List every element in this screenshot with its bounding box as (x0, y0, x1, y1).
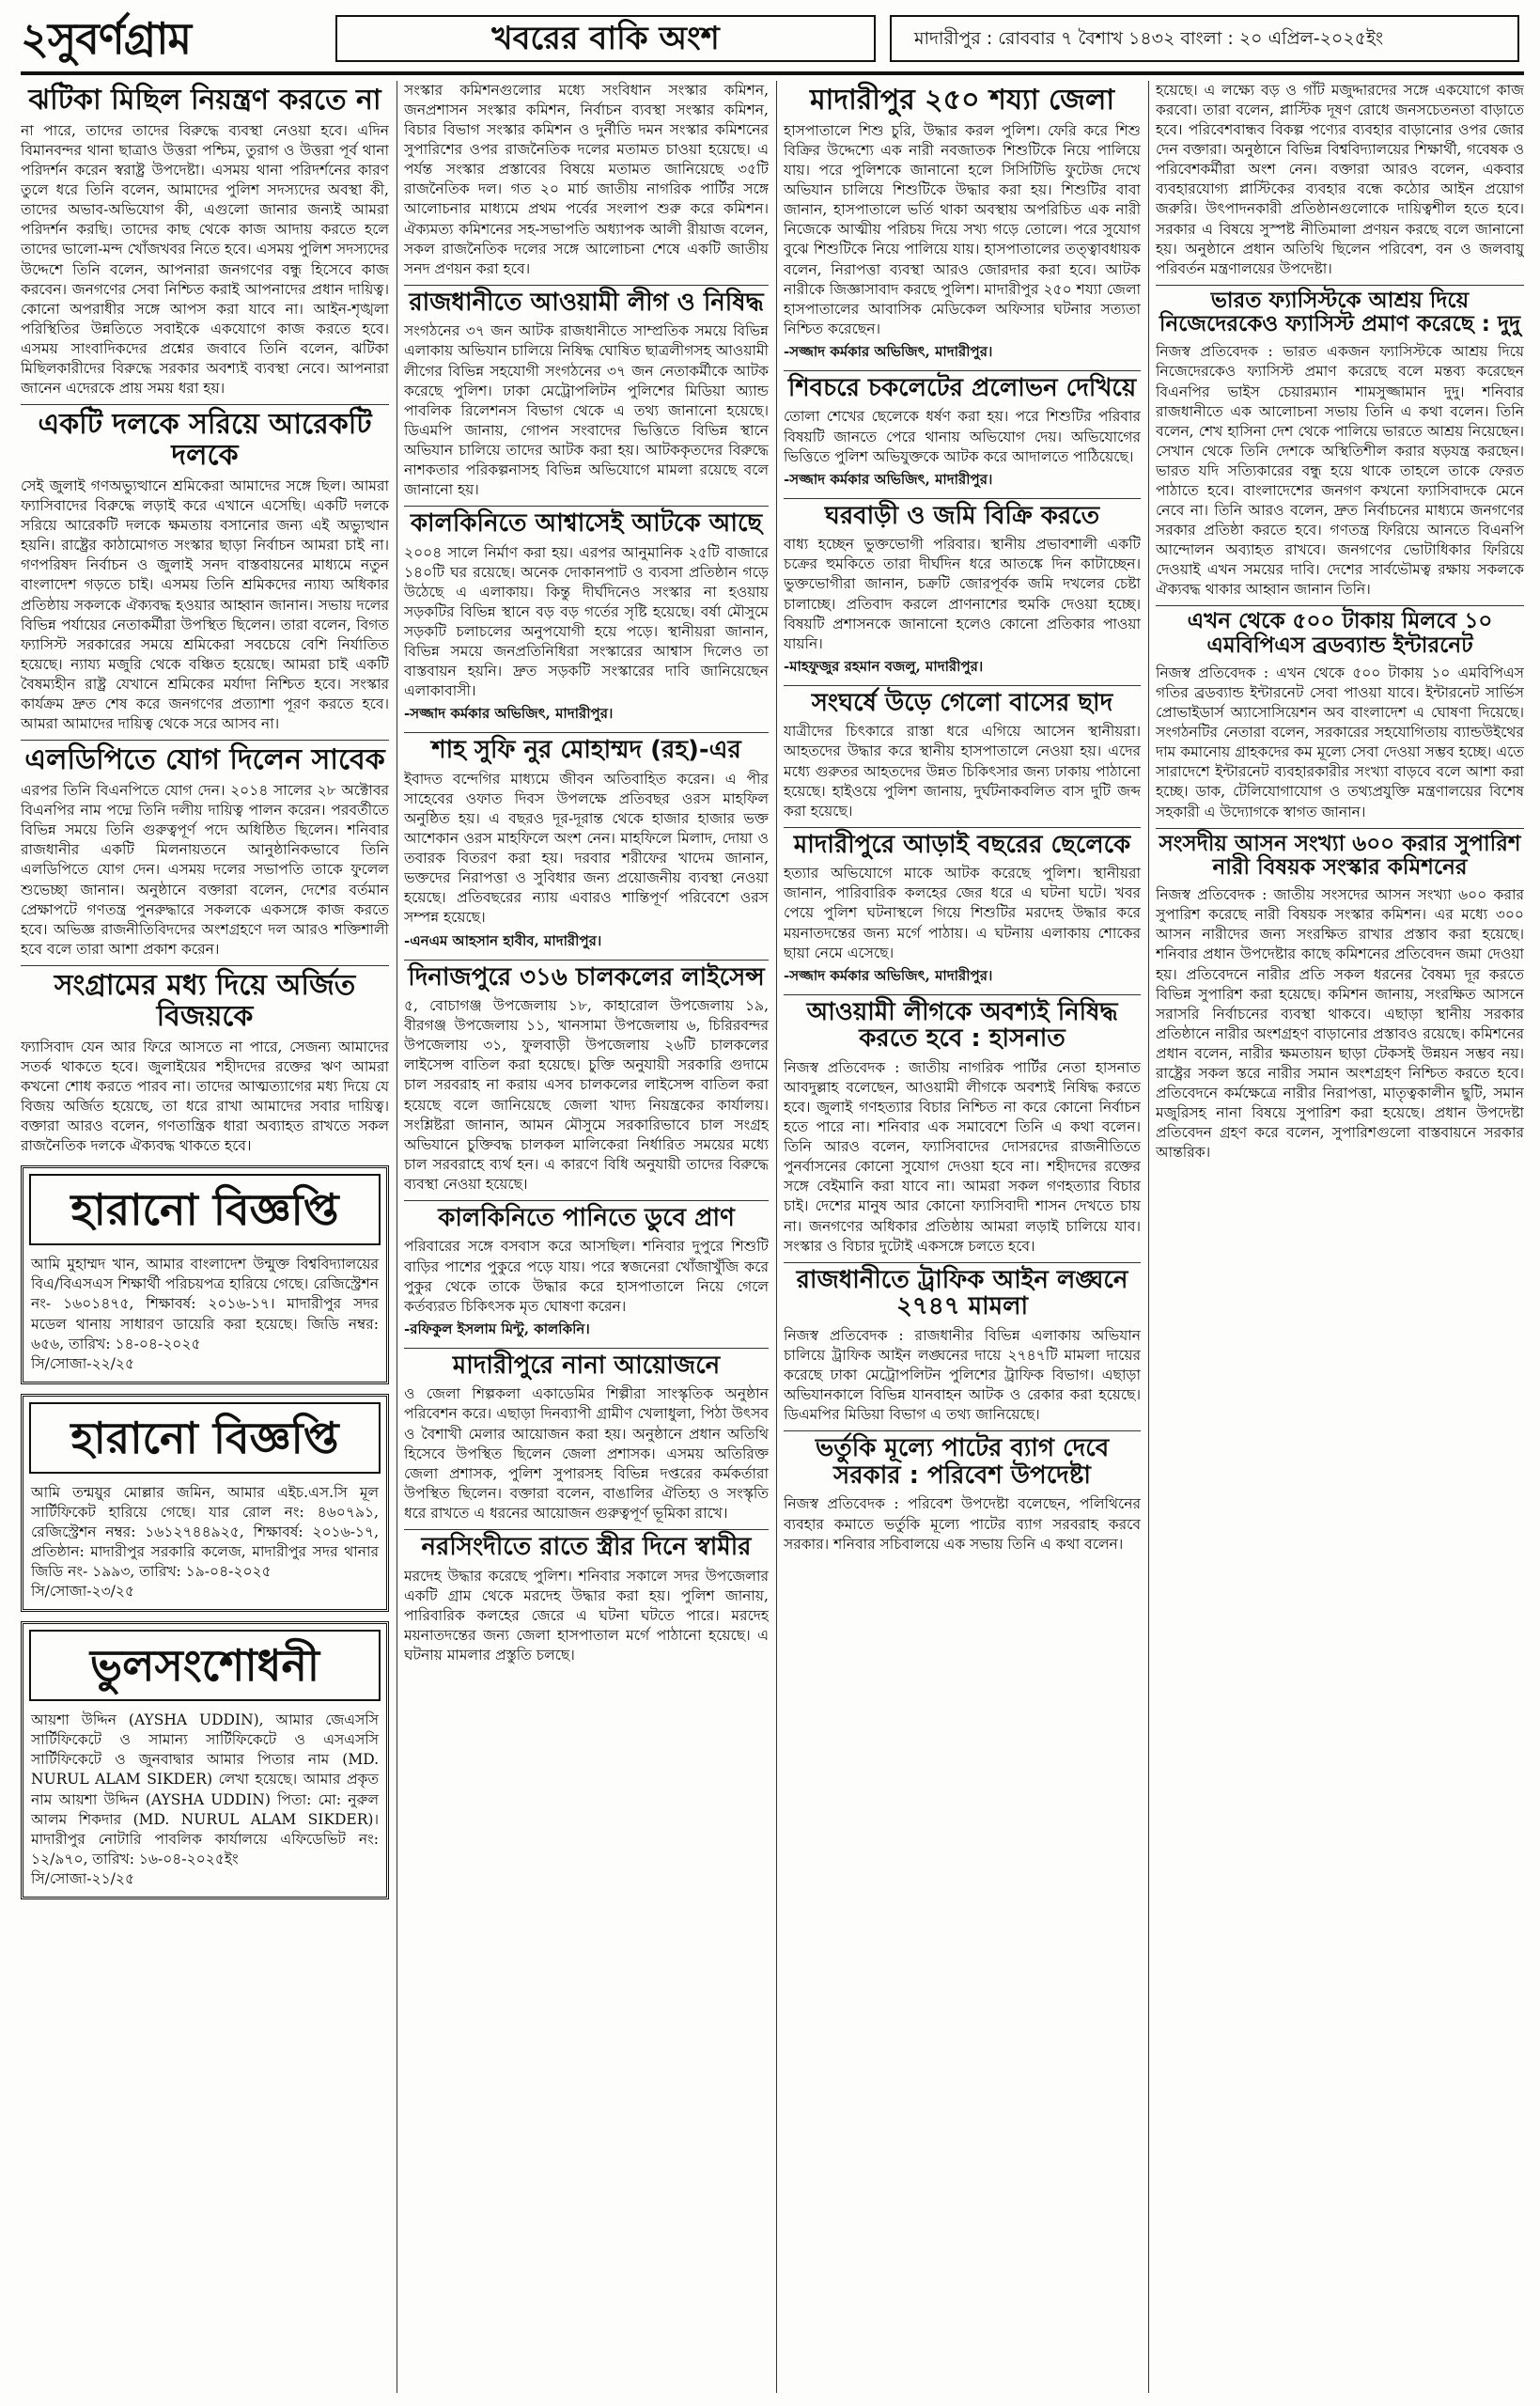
column-divider (776, 81, 777, 2393)
masthead-rule (21, 71, 1524, 75)
story (404, 964, 769, 1195)
newspaper-logo: ২সুবর্ণগ্রাম (21, 13, 192, 64)
story-rule (1156, 828, 1524, 829)
story-body: নিজস্ব প্রতিবেদক : এখন থেকে ৫০০ টাকায় ১০ এমবিপিএস গতির ব্রডব্যান্ড ইন্টারনেট সেবা পাওয়া যাবে। ইন্টারনেট সার্ভিস প্রোভাইডার্স অ্যাসোসিয়েশন অব বাংলাদেশ এ ঘোষণা দিয়েছে। সংগঠনটির নেতারা বলেন, সরকারের সহযোগিতায় ব্যান্ডউইথের দাম কমানোয় গ্রাহকদের কম মূল্যে সেবা দেওয়া সম্ভব হচ্ছে। এতে সারাদেশে ইন্টারনেট ব্যবহারকারীর সংখ্যা বাড়বে বলে আশা করা হচ্ছে। ডাক, টেলিযোগাযোগ ও তথ্যপ্রযুক্তি মন্ত্রণালয়ের বিশেষ সহকারী এ উদ্যোগকে স্বাগত জানান। (1156, 664, 1524, 820)
column-2 (404, 81, 769, 2393)
notice-title: ভুলসংশোধনী (29, 1630, 381, 1701)
story (784, 375, 1141, 492)
story (784, 1267, 1141, 1426)
byline: -এনএম আহসান হাবীব, মাদারীপুর। (404, 931, 602, 949)
story-rule (404, 1348, 769, 1349)
story-rule (784, 498, 1141, 499)
story (21, 409, 389, 734)
story (404, 737, 769, 953)
headline: এলডিপিতে যোগ দিলেন সাবেক (24, 743, 385, 777)
masthead (21, 11, 1524, 70)
notice-body: আমি মুহাম্মদ খান, আমার বাংলাদেশ উন্মুক্ত বিশ্ববিদ্যালয়ের বিএ/বিএসএস শিক্ষার্থী পরিচয়পত্র হারিয়ে গেছে। রেজিস্ট্রেশন নং- ১৬০১৪৭৫, শিক্ষাবর্ষ: ২০১৬-১৭। মাদারীপুর সদর মডেল থানায় সাধারণ ডায়েরি করা হয়েছে। জিডি নম্বর: ৬৫৬, তারিখ: ১৪-০৪-২০২৫ সি/সোজা-২২/২৫ (31, 1256, 379, 1372)
story-rule (404, 960, 769, 961)
headline: শাহ সুফি নুর মোহাম্মদ (রহ)-এর (431, 736, 741, 765)
story (784, 832, 1141, 989)
dateline: মাদারীপুর : রোববার ৭ বৈশাখ ১৪৩২ বাংলা : ২০ এপ্রিল-২০২৫ইং (890, 15, 1519, 62)
story (404, 1205, 769, 1342)
story-body: নিজস্ব প্রতিবেদক : রাজধানীর বিভিন্ন এলাকায় অভিযান চালিয়ে ট্রাফিক আইন লঙ্ঘনের দায়ে ২৭৪৭টি মামলা দায়ের করেছে ঢাকা মেট্রোপলিটন পুলিশের ট্রাফিক বিভাগ। এছাড়া অভিযানকালে বিভিন্ন যানবাহন আটক ও রেকার করা হয়েছে। ডিএমপির মিডিয়া বিভাগ এ তথ্য জানিয়েছে। (784, 1326, 1141, 1424)
story-body: হাসপাতালে শিশু চুরি, উদ্ধার করল পুলিশ। ফেরি করে শিশু বিক্রির উদ্দেশ্যে এক নারী নবজাতক শিশুটিকে নিয়ে পালিয়ে যায়। পরে পুলিশকে জানানো হলে সিসিটিভি ফুটেজ দেখে অভিযান চালিয়ে শিশুটিকে উদ্ধার করা হয়। শিশুটির বাবা জানান, হাসপাতালে ভর্তি থাকা অবস্থায় অপরিচিত এক নারী নিজেকে আত্মীয় পরিচয় দিয়ে সখ্য গড়ে তোলে। পরে সুযোগ বুঝে শিশুটিকে নিয়ে পালিয়ে যায়। হাসপাতালের তত্ত্বাবধায়ক বলেন, নিরাপত্তা ব্যবস্থা আরও জোরদার করা হবে। আটক নারীকে জিজ্ঞাসাবাদ করছে পুলিশ। মাদারীপুর ২৫০ শয্যা জেলা হাসপাতালের আবাসিক মেডিকেল অফিসার ঘটনার সত্যতা নিশ্চিত করেছেন। (784, 122, 1141, 337)
headline: ভর্তুকি মূল্যে পাটের ব্যাগ দেবে সরকার : পরিবেশ উপদেষ্টা (815, 1434, 1110, 1490)
headline: এখন থেকে ৫০০ টাকায় মিলবে ১০ এমবিপিএস ব্রডব্যান্ড ইন্টারনেট (1187, 609, 1493, 658)
story-body: নিজস্ব প্রতিবেদক : পরিবেশ উপদেষ্টা বলেছেন, পলিথিনের ব্যবহার কমাতে ভর্তুকি মূল্যে পাটের ব্যাগ সরবরাহ করবে সরকার। শনিবার সচিবালয়ে এক সভায় তিনি এ কথা বলেন। (784, 1495, 1141, 1553)
story-rule (404, 1529, 769, 1530)
headline: একটি দলকে সরিয়ে আরেকটি দলকে (38, 408, 372, 473)
story-body: যাত্রীদের চিৎকারে রাস্তা ধরে এগিয়ে আসেন স্থানীয়রা। আহতদের উদ্ধার করে স্থানীয় হাসপাতালে নেওয়া হয়। এদের মধ্যে গুরুতর আহতদের উন্নত চিকিৎসার জন্য ঢাকায় পাঠানো হয়েছে। হাইওয়ে পুলিশ জানায়, দুর্ঘটনাকবলিত বাস দুটি জব্দ করা হয়েছে। (784, 723, 1141, 820)
column-3 (784, 81, 1141, 2393)
notice-body: আমি তন্ময়ুর মোল্লার জমিন, আমার এইচ.এস.সি মূল সার্টিফিকেট হারিয়ে গেছে। যার রোল নং: ৪৬০৭৯১, রেজিস্ট্রেশন নম্বর: ১৬১২৭৪৪৯২৫, শিক্ষাবর্ষ: ২০১৬-১৭, প্রতিষ্ঠান: মাদারীপুর সরকারি কলেজ, মাদারীপুর সদর থানার জিডি নং- ১৯৯৩, তারিখ: ১৯-০৪-২০২৫ সি/সোজা-২৩/২৫ (31, 1483, 379, 1601)
story-body: সংস্কার কমিশনগুলোর মধ্যে সংবিধান সংস্কার কমিশন, জনপ্রশাসন সংস্কার কমিশন, নির্বাচন ব্যবস্থা সংস্কার কমিশন, বিচার বিভাগ সংস্কার কমিশন ও দুর্নীতি দমন সংস্কার কমিশনের সুপারিশের ওপর রাজনৈতিক দলের মতামত চাওয়া হয়েছে। এ পর্যন্ত সংস্কার প্রস্তাবের বিষয়ে মতামত জানিয়েছে ৩৫টি রাজনৈতিক দল। গত ২০ মার্চ জাতীয় নাগরিক পার্টির সঙ্গে আলোচনার মাধ্যমে প্রথম পর্বের সংলাপ শুরু করে কমিশন। ঐক্যমত্য কমিশনের সহ-সভাপতি অধ্যাপক আলী রীয়াজ বলেন, সকল রাজনৈতিক দলের সঙ্গে আলোচনা শেষে একটি জাতীয় সনদ প্রণয়ন করা হবে। (404, 82, 769, 277)
headline: সংগ্রামের মধ্য দিয়ে অর্জিত বিজয়কে (54, 968, 356, 1033)
story-body: ফ্যাসিবাদ যেন আর ফিরে আসতে না পারে, সেজন্য আমাদের সতর্ক থাকতে হবে। জুলাইয়ের শহীদদের রক্তের ঋণ আমরা কখনো শোধ করতে পারব না। তাদের আত্মত্যাগের মধ্য দিয়ে যে বিজয় অর্জিত হয়েছে, তা ধরে রাখা আমাদের সবার দায়িত্ব। বক্তারা আরও বলেন, গণতান্ত্রিক ধারা অব্যাহত রাখতে সকল রাজনৈতিক দলকে ঐক্যবদ্ধ থাকতে হবে। (21, 1038, 389, 1155)
story-body: মরদেহ উদ্ধার করেছে পুলিশ। শনিবার সকালে সদর উপজেলার একটি গ্রাম থেকে মরদেহ উদ্ধার করা হয়। পুলিশ জানায়, পারিবারিক কলহের জেরে এ ঘটনা ঘটতে পারে। মরদেহ ময়নাতদন্তের জন্য জেলা হাসপাতাল মর্গে পাঠানো হয়েছে। এ ঘটনায় মামলার প্রস্তুতি চলছে। (404, 1567, 769, 1664)
story (21, 970, 389, 1156)
story (404, 1534, 769, 1665)
story-body: এরপর তিনি বিএনপিতে যোগ দেন। ২০১৪ সালের ২৮ অক্টোবর বিএনপির নাম পদ্মে তিনি দলীয় দায়িত্ব পালন করেন। পরবর্তীতে বিভিন্ন সময়ে তিনি গুরুত্বপূর্ণ পদে অধিষ্ঠিত ছিলেন। শনিবার রাজধানীর একটি মিলনায়তনে আনুষ্ঠানিকভাবে তিনি এলডিপিতে যোগ দেন। এসময় দলের সভাপতি তাকে ফুলেল শুভেচ্ছা জানান। অনুষ্ঠানে বক্তারা বলেন, দেশের বর্তমান প্রেক্ষাপটে গণতন্ত্র পুনরুদ্ধারে সকলকে একসঙ্গে কাজ করতে হবে। অভিজ্ঞ রাজনীতিবিদদের অংশগ্রহণে দল আরও শক্তিশালী হবে বলে তারা আশা প্রকাশ করেন। (21, 782, 389, 958)
story (1156, 289, 1524, 601)
headline: মাদারীপুরে আড়াই বছরের ছেলেকে (793, 830, 1131, 859)
story-rule (784, 1262, 1141, 1263)
section-title: খবরের বাকি অংশ (335, 15, 876, 62)
story-rule (784, 1430, 1141, 1431)
story-rule (404, 285, 769, 286)
story-body: ৫, বোচাগঞ্জ উপজেলায় ১৮, কাহারোল উপজেলায় ১৯, বীরগঞ্জ উপজেলায় ১১, খানসামা উপজেলায় ৬, চিরিরবন্দর উপজেলায় ৩১, ফুলবাড়ী উপজেলায় ২৬টি চালকলের লাইসেন্স বাতিল করা হয়েছে। চুক্তি অনুযায়ী সরকারি গুদামে চাল সরবরাহ না করায় এসব চালকলের লাইসেন্স বাতিল করা হয়েছে বলে জানিয়েছে জেলা খাদ্য নিয়ন্ত্রকের কার্যালয়। সংশ্লিষ্টরা জানান, আমন মৌসুমে সরকারিভাবে চাল সংগ্রহ অভিযানে চুক্তিবদ্ধ চালকল মালিকেরা নির্ধারিত সময়ের মধ্যে চাল সরবরাহে ব্যর্থ হন। এ কারণে বিধি অনুযায়ী তাদের বিরুদ্ধে ব্যবস্থা নেওয়া হয়েছে। (404, 997, 769, 1193)
story-body: ইবাদত বন্দেগির মাধ্যমে জীবন অতিবাহিত করেন। এ পীর সাহেবের ওফাত দিবস উপলক্ষে প্রতিবছর ওরস মাহফিল অনুষ্ঠিত হয়। এ বছরও দূর-দূরান্ত থেকে হাজার হাজার ভক্ত আশেকান ওরস মাহফিলে অংশ নেন। মাহফিলে মিলাদ, দোয়া ও তবারক বিতরণ করা হয়। দরবার শরীফের খাদেম জানান, ভক্তদের নিরাপত্তা ও সুবিধার জন্য প্রয়োজনীয় ব্যবস্থা নেওয়া হয়েছে। প্রতিবছরের ন্যায় এবারও শান্তিপূর্ণ পরিবেশে ওরস সম্পন্ন হয়েছে। (404, 770, 769, 927)
story-body: তোলা শেখের ছেলেকে ধর্ষণ করা হয়। পরে শিশুটির পরিবার বিষয়টি জানতে পেরে থানায় অভিযোগ দেয়। অভিযোগের ভিত্তিতে পুলিশ অভিযুক্তকে আটক করে আদালতে পাঠিয়েছে। (784, 408, 1141, 465)
notice-title: হারানো বিজ্ঞপ্তি (29, 1402, 381, 1474)
story-rule (21, 404, 389, 405)
story-body: সেই জুলাই গণঅভ্যুত্থানে শ্রমিকেরা আমাদের সঙ্গে ছিল। আমরা ফ্যাসিবাদের বিরুদ্ধে লড়াই করে এখানে এসেছি। একটি দলকে সরিয়ে আরেকটি দলকে ক্ষমতায় বসানোর জন্য এই অভ্যুত্থান হয়নি। রাষ্ট্রের কাঠামোগত সংস্কার ছাড়া নির্বাচন আমরা চাই না। গণপরিষদ নির্বাচন ও জুলাই সনদ বাস্তবায়নের মাধ্যমে নতুন বাংলাদেশ গড়তে চাই। এসময় তিনি শ্রমিকদের ন্যায্য অধিকার প্রতিষ্ঠায় সকলকে ঐক্যবদ্ধ হওয়ার আহ্বান জানান। সভায় দলের বিভিন্ন পর্যায়ের নেতাকর্মীরা উপস্থিত ছিলেন। তারা বলেন, বিগত ফ্যাসিস্ট সরকারের সময়ে শ্রমিকেরা সবচেয়ে বেশি নির্যাতিত হয়েছে। ন্যায্য মজুরি থেকে বঞ্চিত হয়েছে। আমরা চাই একটি বৈষম্যহীন রাষ্ট্র যেখানে শ্রমিকের মর্যাদা নিশ্চিত হবে। সংস্কার কার্যক্রম দ্রুত শেষ করে জনগণের প্রত্যাশা পূরণ করতে হবে। আমরা আমাদের দায়িত্ব থেকে সরে আসব না। (21, 477, 389, 733)
headline: কালকিনিতে পানিতে ডুবে প্রাণ (438, 1203, 735, 1232)
story-body: না পারে, তাদের তাদের বিরুদ্ধে ব্যবস্থা নেওয়া হবে। এদিন বিমানবন্দর থানা ছাত্রাও উত্তরা পশ্চিম, তুরাগ ও উত্তরা পূর্ব থানা পরিদর্শন করেন স্বরাষ্ট্র উপদেষ্টা। এসময় থানা পরিদর্শনের কারণ তুলে ধরে তিনি বলেন, আমাদের পুলিশ সদস্যদের অবস্থা কী, তাদের অভাব-অভিযোগ কী, এগুলো জানার জন্যই আমরা পরিদর্শন করছি। তাদের কাছ থেকে কাজ আদায় করতে হলে তাদের ভালো-মন্দ খোঁজখবর নিতে হবে। এসময় পুলিশ সদস্যদের উদ্দেশে তিনি বলেন, আপনারা জনগণের বন্ধু হিসেবে কাজ করবেন। জনগণের সেবা নিশ্চিত করাই আপনাদের প্রধান দায়িত্ব। কোনো অপরাধীর সঙ্গে আপস করা যাবে না। আইন-শৃঙ্খলা পরিস্থিতির উন্নতিতে সবাইকে একযোগে কাজ করতে হবে। এসময় সাংবাদিকদের প্রশ্নের জবাবে তিনি বলেন, ঝটিকা মিছিলকারীদের বিরুদ্ধে সরকার অবশ্যই ব্যবস্থা নেবে। আপনারা জানেন এদেরকে প্রায় সময় ধরা হয়। (21, 122, 389, 398)
headline: সংসদীয় আসন সংখ্যা ৬০০ করার সুপারিশ নারী বিষয়ক সংস্কার কমিশনের (1159, 831, 1521, 880)
story-body: হত্যার অভিযোগে মাকে আটক করেছে পুলিশ। স্থানীয়রা জানান, পারিবারিক কলহের জের ধরে এ ঘটনা ঘটে। খবর পেয়ে পুলিশ ঘটনাস্থলে গিয়ে শিশুটির মরদেহ উদ্ধার করে ময়নাতদন্তের জন্য মর্গে পাঠায়। এ ঘটনায় এলাকায় শোকের ছায়া নেমে এসেছে। (784, 865, 1141, 961)
headline: মাদারীপুরে নানা আয়োজনে (452, 1351, 721, 1380)
story (784, 503, 1141, 680)
story (784, 999, 1141, 1257)
story (784, 85, 1141, 365)
byline: -রফিকুল ইসলাম মিন্টু, কালকিনি। (404, 1320, 590, 1337)
headline: ভারত ফ্যাসিস্টকে আশ্রয় দিয়ে নিজেদেরকেও ফ্যাসিস্ট প্রমাণ করেছে : দুদু (1159, 288, 1521, 337)
story (404, 1352, 769, 1523)
headline: দিনাজপুরে ৩১৬ চালকলের লাইসেন্স (408, 962, 765, 992)
story (21, 85, 389, 398)
headline: ঝটিকা মিছিল নিয়ন্ত্রণ করতে না (28, 84, 381, 117)
story-rule (1156, 285, 1524, 286)
byline: -সজ্জাদ কর্মকার অভিজিৎ, মাদারীপুর। (404, 705, 614, 723)
byline: -সজ্জাদ কর্মকার অভিজিৎ, মাদারীপুর। (784, 470, 993, 488)
story-body: নিজস্ব প্রতিবেদক : জাতীয় নাগরিক পার্টির নেতা হাসনাত আবদুল্লাহ বলেছেন, আওয়ামী লীগকে অবশ্যই নিষিদ্ধ করতে হবে। জুলাই গণহত্যার বিচার নিশ্চিত না করে কোনো নির্বাচন হতে পারে না। শনিবার এক সমাবেশে তিনি এ কথা বলেন। তিনি আরও বলেন, ফ্যাসিবাদের দোসরদের রাজনীতিতে পুনর্বাসনের কোনো সুযোগ দেওয়া হবে না। শহীদদের রক্তের সঙ্গে বেইমানি করা যাবে না। আমরা সকল গণহত্যার বিচার চাই। দেশের মানুষ আর কোনো ফ্যাসিবাদী শাসন দেখতে চায় না। জনগণের অধিকার প্রতিষ্ঠায় আমরা লড়াই চালিয়ে যাব। সংস্কার ও বিচার দুটোই একসঙ্গে চলতে হবে। (784, 1058, 1141, 1255)
notice-title: হারানো বিজ্ঞপ্তি (29, 1174, 381, 1245)
story-body: নিজস্ব প্রতিবেদক : জাতীয় সংসদের আসন সংখ্যা ৬০০ করার সুপারিশ করেছে নারী বিষয়ক সংস্কার কমিশন। এর মধ্যে ৩০০ আসন নারীদের জন্য সংরক্ষিত রাখার প্রস্তাব করা হয়েছে। শনিবার প্রধান উপদেষ্টার কাছে কমিশনের প্রতিবেদন জমা দেওয়া হয়। প্রতিবেদনে নারীর প্রতি সকল ধরনের বৈষম্য দূর করতে বিভিন্ন সুপারিশ করা হয়েছে। কমিশন জানায়, সংরক্ষিত আসনে সরাসরি নির্বাচনের ব্যবস্থা থাকবে। এছাড়া স্থানীয় সরকার প্রতিষ্ঠানে নারীর অংশগ্রহণ বাড়ানোর প্রস্তাবও রয়েছে। কমিশনের প্রধান বলেন, নারীর ক্ষমতায়ন ছাড়া টেকসই উন্নয়ন সম্ভব নয়। রাষ্ট্রের সকল স্তরে নারীর সমান অংশগ্রহণ নিশ্চিত করতে হবে। প্রতিবেদনে কর্মক্ষেত্রে নারীর নিরাপত্তা, মাতৃত্বকালীন ছুটি, সমান মজুরিসহ নানা বিষয়ে সুপারিশ করা হয়েছে। প্রধান উপদেষ্টা প্রতিবেদন গ্রহণ করে বলেন, সুপারিশগুলো বাস্তবায়নে সরকার আন্তরিক। (1156, 886, 1524, 1162)
story (1156, 81, 1524, 279)
story (784, 1435, 1141, 1554)
byline: -সজ্জাদ কর্মকার অভিজিৎ, মাদারীপুর। (784, 966, 993, 984)
story (784, 690, 1141, 821)
story (21, 744, 389, 960)
story-body: সংগঠনের ৩৭ জন আটক রাজধানীতে সাম্প্রতিক সময়ে বিভিন্ন এলাকায় অভিযান চালিয়ে নিষিদ্ধ ঘোষিত ছাত্রলীগসহ আওয়ামী লীগের বিভিন্ন সহযোগী সংগঠনের ৩৭ জন নেতাকর্মীকে আটক করেছে পুলিশ। ঢাকা মেট্রোপলিটন পুলিশের মিডিয়া অ্যান্ড পাবলিক রিলেশনস বিভাগ থেকে এ তথ্য জানানো হয়েছে। ডিএমপি জানায়, গোপন সংবাদের ভিত্তিতে বিভিন্ন স্থানে অভিযান চালিয়ে তাদের আটক করা হয়। আটককৃতদের বিরুদ্ধে নাশকতার পরিকল্পনাসহ বিভিন্ন অভিযোগে মামলা রয়েছে বলে জানানো হয়। (404, 322, 769, 498)
headline: শিবচরে চকলেটের প্রলোভন দেখিয়ে (787, 373, 1137, 402)
story-body: ও জেলা শিল্পকলা একাডেমির শিল্পীরা সাংস্কৃতিক অনুষ্ঠান পরিবেশন করে। এছাড়া দিনব্যাপী গ্রামীণ খেলাধুলা, পিঠা উৎসব ও বৈশাখী মেলার আয়োজন করা হয়। অনুষ্ঠানে প্রধান অতিথি হিসেবে উপস্থিত ছিলেন জেলা প্রশাসক। এসময় অতিরিক্ত জেলা প্রশাসক, পুলিশ সুপারসহ বিভিন্ন দপ্তরের কর্মকর্তারা উপস্থিত ছিলেন। বক্তারা বলেন, বাঙালির ঐতিহ্য ও সংস্কৃতি ধরে রাখতে এ ধরনের আয়োজন গুরুত্বপূর্ণ ভূমিকা রাখে। (404, 1385, 769, 1522)
story-body: পরিবারের সঙ্গে বসবাস করে আসছিল। শনিবার দুপুরে শিশুটি বাড়ির পাশের পুকুরে পড়ে যায়। পরে স্বজনেরা খোঁজাখুঁজি করে পুকুর থেকে তাকে উদ্ধার করে হাসপাতালে নিয়ে গেলে কর্তব্যরত চিকিৎসক মৃত ঘোষণা করেন। (404, 1238, 769, 1315)
byline: -মাহফুজুর রহমান বজলু, মাদারীপুর। (784, 657, 984, 675)
story-rule (784, 370, 1141, 371)
headline: রাজধানীতে আওয়ামী লীগ ও নিষিদ্ধ (409, 288, 764, 317)
story-rule (21, 740, 389, 741)
story-body: হয়েছে। এ লক্ষ্যে বড় ও গাঁট মজুদ্দারদের সঙ্গে একযোগে কাজ করবো। তারা বলেন, প্লাস্টিক দূষণ রোধে জনসচেতনতা বাড়াতে হবে। পরিবেশবান্ধব বিকল্প পণ্যের ব্যবহার বাড়ানোর ওপর জোর দেন বক্তারা। অনুষ্ঠানে বিভিন্ন বিশ্ববিদ্যালয়ের শিক্ষার্থী, গবেষক ও পরিবেশকর্মীরা অংশ নেন। বক্তারা আরও বলেন, একবার ব্যবহারযোগ্য প্লাস্টিকের ব্যবহার বন্ধে কঠোর আইন প্রয়োগ জরুরি। উৎপাদনকারী প্রতিষ্ঠানগুলোকে দায়িত্বশীল হতে হবে। সরকার এ বিষয়ে সুস্পষ্ট নীতিমালা প্রণয়ন করছে বলে জানানো হয়। অনুষ্ঠানে প্রধান অতিথি ছিলেন পরিবেশ, বন ও জলবায়ু পরিবর্তন মন্ত্রণালয়ের উপদেষ্টা। (1156, 82, 1524, 277)
story-rule (404, 506, 769, 507)
story (1156, 833, 1524, 1164)
story-body: নিজস্ব প্রতিবেদক : ভারত একজন ফ্যাসিস্টকে আশ্রয় দিয়ে নিজেদেরকেও ফ্যাসিস্ট প্রমাণ করেছে বলে মন্তব্য করেছেন বিএনপির ভাইস চেয়ারম্যান শামসুজ্জামান দুদু। শনিবার রাজধানীতে এক আলোচনা সভায় তিনি এ কথা বলেন। তিনি বলেন, শেখ হাসিনা দেশ থেকে পালিয়ে ভারতে আশ্রয় নিয়েছেন। সেখান থেকে তিনি দেশকে অস্থিতিশীল করার ষড়যন্ত্র করছেন। ভারত যদি সত্যিকারের বন্ধু হয়ে থাকে তাহলে তাকে ফেরত পাঠাতে হবে। বাংলাদেশের জনগণ কখনো ফ্যাসিবাদকে মেনে নেবে না। তিনি আরও বলেন, দ্রুত নির্বাচনের মাধ্যমে জনগণের সরকার প্রতিষ্ঠা করতে হবে। গণতন্ত্র ফিরিয়ে আনতে বিএনপি আন্দোলন অব্যাহত রাখবে। জনগণের ভোটাধিকার ফিরিয়ে দেওয়াই এখন সময়ের দাবি। দেশের সার্বভৌমত্ব রক্ষায় সকলকে ঐক্যবদ্ধ থাকার আহ্বান জানান তিনি। (1156, 343, 1524, 599)
story-rule (1156, 605, 1524, 606)
headline: মাদারীপুর ২৫০ শয্যা জেলা (809, 84, 1115, 117)
story-body: বাধ্য হচ্ছেন ভুক্তভোগী পরিবার। স্থানীয় প্রভাবশালী একটি চক্রের হুমকিতে তারা দীর্ঘদিন ধরে আতঙ্কে দিন কাটাচ্ছেন। ভুক্তভোগীরা জানান, চক্রটি জোরপূর্বক জমি দখলের চেষ্টা চালাচ্ছে। প্রতিবাদ করলে প্রাণনাশের হুমকি দেওয়া হচ্ছে। বিষয়টি প্রশাসনকে জানানো হলেও কোনো প্রতিকার পাওয়া যায়নি। (784, 536, 1141, 652)
headline: কালকিনিতে আশ্বাসেই আটকে আছে (410, 509, 763, 539)
headline: নরসিংদীতে রাতে স্ত্রীর দিনে স্বামীর (421, 1532, 752, 1561)
story-rule (784, 994, 1141, 995)
story-rule (404, 1200, 769, 1201)
story-rule (21, 965, 389, 966)
story (404, 289, 769, 500)
notice-box (21, 1394, 389, 1612)
headline: ঘরবাড়ী ও জমি বিক্রি করতে (824, 501, 1100, 530)
story-rule (784, 685, 1141, 686)
story-rule (784, 827, 1141, 828)
story (1156, 610, 1524, 821)
notice-box (21, 1621, 389, 1899)
notice-body: আয়শা উদ্দিন (AYSHA UDDIN), আমার জেএসসি সার্টিফিকেটে ও সামান্য সার্টিফিকেটে ও এসএসসি সার্টিফিকেটে ও জুনবাদ্বার আমার পিতার নাম (MD. NURUL ALAM SIKDER) লেখা হয়েছে। আমার প্রকৃত নাম আয়শা উদ্দিন (AYSHA UDDIN) পিতা: মো: নুরুল আলম শিকদার (MD. NURUL ALAM SIKDER)। মাদারীপুর নোটারি পাবলিক কার্যালয়ে এফিডেভিট নং: ১২/৯৭০, তারিখ: ১৬-০৪-২০২৫ইং সি/সোজা-২১/২৫ (31, 1711, 379, 1887)
column-divider (1148, 81, 1149, 2393)
column-1 (21, 81, 389, 2393)
story-body: ২০০৪ সালে নির্মাণ করা হয়। এরপর আনুমানিক ২৫টি বাজারে ১৪০টি ঘর রয়েছে। অনেক দোকানপাট ও ব্যবসা প্রতিষ্ঠান গড়ে উঠেছে এ এলাকায়। কিন্তু দীর্ঘদিনেও সংস্কার না হওয়ায় সড়কটির বিভিন্ন স্থানে বড় বড় গর্তের সৃষ্টি হয়েছে। বর্ষা মৌসুমে সড়কটি চলাচলের অনুপযোগী হয়ে পড়ে। স্থানীয়রা জানান, বিভিন্ন সময়ে জনপ্রতিনিধিরা সংস্কারের আশ্বাস দিলেও তা বাস্তবায়ন হয়নি। দ্রুত সড়কটি সংস্কারের দাবি জানিয়েছেন এলাকাবাসী। (404, 543, 769, 700)
story (404, 81, 769, 279)
story-rule (404, 732, 769, 733)
byline: -সজ্জাদ কর্মকার অভিজিৎ, মাদারীপুর। (784, 342, 993, 360)
story (404, 510, 769, 726)
column-4 (1156, 81, 1524, 2393)
headline: আওয়ামী লীগকে অবশ্যই নিষিদ্ধ করতে হবে : হাসনাত (806, 997, 1118, 1054)
headline: সংঘর্ষে উড়ে গেলো বাসের ছাদ (811, 688, 1113, 717)
notice-box (21, 1165, 389, 1383)
headline: রাজধানীতে ট্রাফিক আইন লঙ্ঘনে ২৭৪৭ মামলা (796, 1265, 1128, 1321)
